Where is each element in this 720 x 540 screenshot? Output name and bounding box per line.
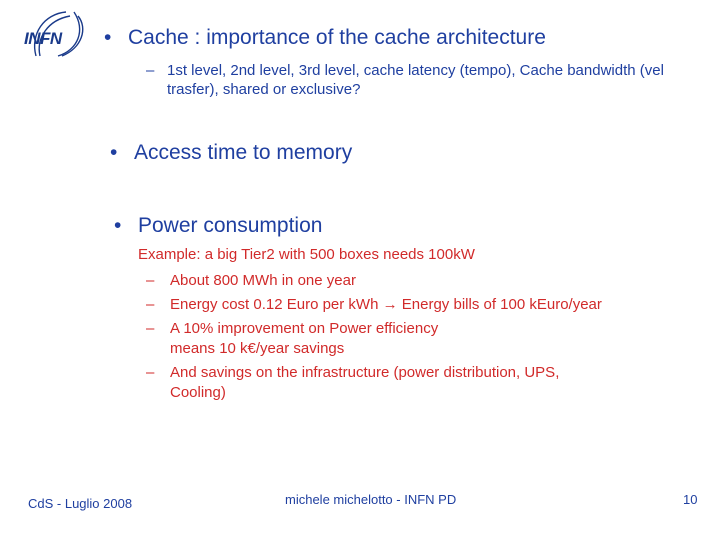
bullet-cache	[104, 26, 546, 50]
bullet-access-time	[110, 141, 352, 165]
savings-text: means 10 k€/year savings	[170, 340, 345, 357]
bullet-marker: •	[110, 141, 118, 164]
dash-marker: –	[146, 272, 155, 289]
bullet-marker: •	[114, 214, 122, 237]
power-example: Example: a big Tier2 with 500 boxes needs 100kW	[138, 246, 475, 263]
arrow-icon: →	[382, 296, 398, 313]
logo-text: INFN	[24, 29, 62, 48]
dash-marker: –	[146, 320, 155, 337]
infn-logo	[22, 6, 92, 64]
cache-subitem-text: 1st level, 2nd level, 3rd level, cache latency (tempo), Cache bandwidth (vel trasfer), shared or exclusive?	[167, 62, 664, 98]
power-list	[146, 271, 616, 407]
item-text: And savings on the infrastructure (power distribution, UPS, Cooling)	[170, 364, 560, 401]
footer-left: CdS - Luglio 2008	[28, 496, 133, 511]
item-text: A 10% improvement on Power efficiency	[170, 320, 439, 337]
energy-bills-text: Energy bills of 100 kEuro/year	[401, 296, 602, 313]
footer-center: michele michelotto - INFN PD	[285, 492, 457, 507]
dash-marker: –	[146, 296, 155, 313]
bullet-power-text: Power consumption	[138, 214, 323, 237]
bullet-marker: •	[104, 26, 112, 49]
dash-marker: –	[146, 364, 155, 381]
list-item	[146, 271, 616, 291]
item-text: About 800 MWh in one year	[170, 272, 356, 289]
list-item	[146, 363, 616, 403]
page-number: 10	[683, 492, 698, 507]
list-item	[146, 319, 616, 359]
cache-subitem	[146, 61, 666, 99]
dash-marker: –	[146, 62, 155, 79]
bullet-power	[114, 214, 322, 238]
item-text: Energy cost 0.12 Euro per kWh	[170, 296, 379, 313]
bullet-access-time-text: Access time to memory	[134, 141, 353, 164]
list-item	[146, 295, 616, 315]
bullet-cache-text: Cache : importance of the cache architecture	[128, 26, 546, 49]
